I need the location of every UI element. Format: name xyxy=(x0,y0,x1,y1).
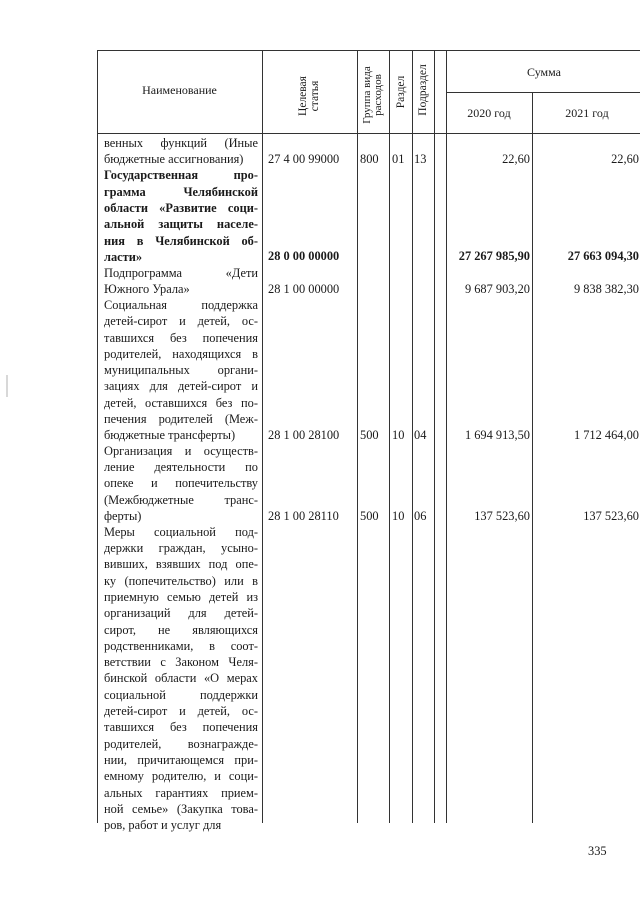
row-name xyxy=(104,167,258,265)
row-name-line: родителей, находящихся в xyxy=(104,346,258,361)
row-name-line: ров, работ и услуг для xyxy=(104,818,222,833)
header-year-2021: 2021 год xyxy=(565,106,609,120)
row-name xyxy=(104,135,258,168)
row-name-line: области «Развитие соци- xyxy=(104,200,258,215)
row-expense-group: 500 xyxy=(360,427,379,442)
row-name-line: социальной поддержки xyxy=(104,687,258,702)
row-expense-group: 500 xyxy=(360,508,379,523)
row-sum-2020: 22,60 xyxy=(502,152,530,167)
row-name-line: печения родителей (Меж- xyxy=(104,412,258,427)
header-sum: Сумма xyxy=(527,65,561,79)
row-name-line: бинской области «О мерах xyxy=(104,671,258,686)
row-name-line: Южного Урала» xyxy=(104,281,190,296)
row-name-line: детей-сирот и детей, ос- xyxy=(104,314,258,329)
sum-divider xyxy=(446,92,640,93)
row-name-line: зациях для детей-сирот и xyxy=(104,379,258,394)
header-year-2020: 2020 год xyxy=(467,106,511,120)
header-section: Раздел xyxy=(395,75,407,109)
row-target-article: 28 1 00 28100 xyxy=(268,427,340,442)
col-border xyxy=(97,50,98,823)
row-name-line: (Межбюджетные транс- xyxy=(104,492,258,507)
row-sum-2021: 22,60 xyxy=(611,152,639,167)
row-name-line: альной защиты населе- xyxy=(104,217,258,232)
row-name xyxy=(104,443,258,524)
row-name-line: ферты) xyxy=(104,508,142,523)
col-border xyxy=(434,50,435,823)
row-sum-2021: 137 523,60 xyxy=(583,508,639,523)
row-name-line: держки граждан, усыно- xyxy=(104,541,258,556)
header-expense-group: Группа вида расходов xyxy=(361,66,384,124)
row-sum-2021: 27 663 094,30 xyxy=(567,249,639,264)
row-sum-2021: 1 712 464,00 xyxy=(573,427,639,442)
row-name-line: тавшихся без попечения xyxy=(104,720,258,735)
row-name-line: грамма Челябинской xyxy=(104,184,258,199)
row-name-line: Подпрограмма «Дети xyxy=(104,265,258,280)
row-name-line: приемную семью детей из xyxy=(104,589,258,604)
row-name-line: родственниками, в соот- xyxy=(104,638,258,653)
row-section: 10 xyxy=(392,427,405,442)
row-name-line: опеке и попечительству xyxy=(104,476,258,491)
row-name-line: ной семье» (Закупка това- xyxy=(104,801,258,816)
row-name-line: детей, оставшихся без по- xyxy=(104,395,258,410)
row-target-article: 27 4 00 99000 xyxy=(268,152,340,167)
row-name-line: нии, причитающемся при- xyxy=(104,752,258,767)
row-name-line: вивших, взявших под опе- xyxy=(104,557,258,572)
row-name-line: ния в Челябинской об- xyxy=(104,233,258,248)
row-name-line: организаций для детей- xyxy=(104,606,258,621)
row-name xyxy=(104,524,258,834)
row-name-line: родителей, вознагражде- xyxy=(104,736,258,751)
row-sum-2020: 9 687 903,20 xyxy=(464,281,530,296)
row-subsection: 13 xyxy=(414,152,427,167)
row-name-line: ление деятельности по xyxy=(104,460,258,475)
col-border xyxy=(389,50,390,823)
col-border xyxy=(412,50,413,823)
header-subsection: Подраздел xyxy=(417,64,429,116)
row-name-line: Меры социальной под- xyxy=(104,524,258,539)
row-sum-2021: 9 838 382,30 xyxy=(573,281,639,296)
table-top-border xyxy=(97,50,640,51)
row-name-line: бюджетные ассигнования) xyxy=(104,152,244,167)
row-name-line: емному родителю, и соци- xyxy=(104,769,258,784)
row-subsection: 04 xyxy=(414,427,427,442)
row-name-line: ласти» xyxy=(104,249,143,264)
row-sum-2020: 137 523,60 xyxy=(474,508,530,523)
row-name-line: Государственная про- xyxy=(104,168,258,183)
col-border xyxy=(532,92,533,823)
row-name-line: альных гарантиях прием- xyxy=(104,785,258,800)
col-border xyxy=(357,50,358,823)
row-name-line: тавшихся без попечения xyxy=(104,330,258,345)
row-name-line: бюджетные трансферты) xyxy=(104,428,236,443)
row-name-line: детей-сирот и детей, ос- xyxy=(104,704,258,719)
row-name-line: Организация и осуществ- xyxy=(104,443,258,458)
row-name-line: ку (попечительство) или в xyxy=(104,573,258,588)
scan-mark xyxy=(6,375,8,397)
row-subsection: 06 xyxy=(414,508,427,523)
row-target-article: 28 1 00 00000 xyxy=(268,281,340,296)
row-sum-2020: 1 694 913,50 xyxy=(464,427,530,442)
row-section: 10 xyxy=(392,508,405,523)
row-name-line: венных функций (Иные xyxy=(104,136,258,150)
row-name-line: муниципальных органи- xyxy=(104,363,258,378)
page-number: 335 xyxy=(588,844,607,858)
row-sum-2020: 27 267 985,90 xyxy=(458,249,530,264)
row-name xyxy=(104,265,258,298)
row-expense-group: 800 xyxy=(360,152,379,167)
row-name-line: ветствии с Законом Челя- xyxy=(104,655,258,670)
row-section: 01 xyxy=(392,152,405,167)
row-name-line: сирот, не являющихся xyxy=(104,622,258,637)
row-target-article: 28 0 00 00000 xyxy=(268,249,340,264)
row-target-article: 28 1 00 28110 xyxy=(268,508,339,523)
row-name-line: Социальная поддержка xyxy=(104,298,258,312)
header-target-article: Целевая статья xyxy=(297,76,321,116)
col-border xyxy=(262,50,263,823)
row-name xyxy=(104,297,258,444)
header-name: Наименование xyxy=(142,83,217,97)
